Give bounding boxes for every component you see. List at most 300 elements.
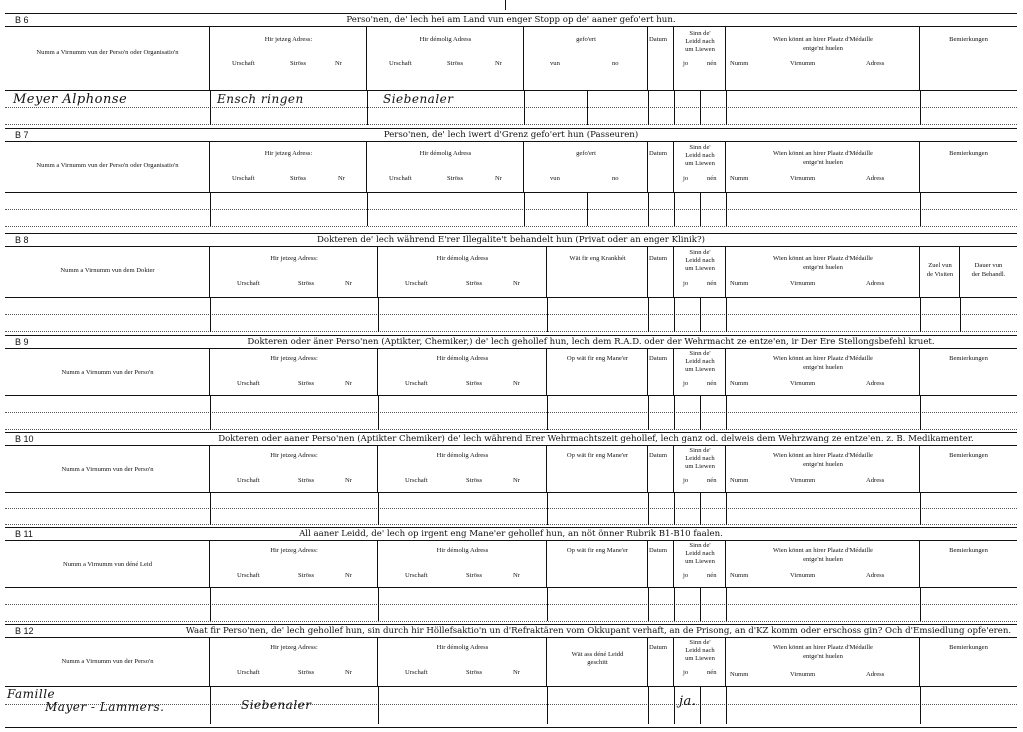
header-name: Numm a Virnumm vun der Perso'n <box>61 466 154 473</box>
header-wien-numm: Numm <box>730 60 749 67</box>
header-datum: Datum <box>649 644 667 651</box>
col-name <box>5 349 210 395</box>
header-wien-adress: Adress <box>866 175 885 182</box>
header-gefoert: gefo'ert <box>576 36 596 43</box>
col-datum <box>648 446 674 492</box>
grid-line <box>210 192 211 226</box>
header-stross: Ströss <box>466 477 483 484</box>
grid-line <box>920 686 921 724</box>
section-header <box>5 349 1017 396</box>
grid-line <box>700 297 701 332</box>
header-wien-1: Wien könnt an hirer Plaatz d'Médaille <box>773 547 873 554</box>
col-medaille <box>726 638 920 686</box>
entry-row <box>5 192 1017 210</box>
header-wien-numm: Numm <box>730 477 749 484</box>
header-urschaft: Urschaft <box>389 175 412 182</box>
section-header <box>5 27 1017 91</box>
col-maneer <box>547 446 648 492</box>
header-datum: Datum <box>649 452 667 459</box>
section-header <box>5 638 1017 687</box>
header-jo: jo <box>683 477 689 484</box>
header-wien-adress: Adress <box>866 671 885 678</box>
header-urschaft: Urschaft <box>237 280 260 287</box>
header-sinn-3: um Liewen <box>685 160 715 167</box>
header-sinn-2: Leidd nach <box>685 152 715 159</box>
col-gefoert <box>524 142 648 192</box>
col-current-address <box>210 247 378 297</box>
header-jo: jo <box>683 60 689 67</box>
header-name: Numm a Virnumm vun dem Dokter <box>60 267 155 274</box>
header-sinn-1: Sinn de' <box>689 144 711 151</box>
grid-line <box>547 297 548 332</box>
header-wien-2: entge'nt huelen <box>803 159 843 166</box>
entry-row <box>5 209 1017 227</box>
header-vun: vun <box>550 60 560 67</box>
header-nr: Nr <box>495 60 502 67</box>
grid-line <box>920 297 921 332</box>
header-bemierkungen: Bemierkungen <box>949 452 988 459</box>
col-medaille <box>726 446 920 492</box>
col-maneer <box>547 349 648 395</box>
grid-line <box>920 587 921 621</box>
section-b9 <box>5 335 1017 430</box>
section-body <box>5 492 1017 525</box>
header-urschaft: Urschaft <box>232 175 255 182</box>
handwritten-jo: ja. <box>679 694 697 709</box>
section-code: B 11 <box>15 529 33 539</box>
col-sinn <box>674 349 726 395</box>
header-nen: nén <box>707 669 717 676</box>
header-wien-2: entge'nt huelen <box>803 653 843 660</box>
header-nr: Nr <box>495 175 502 182</box>
header-nr: Nr <box>513 572 520 579</box>
grid-line <box>726 192 727 226</box>
grid-line <box>700 395 701 430</box>
section-title-bar <box>5 624 1017 638</box>
entry-row <box>5 297 1017 315</box>
grid-line <box>648 90 649 125</box>
col-medaille <box>726 541 920 587</box>
header-name: Numm a Virnumm vun der Perso'n <box>61 369 154 376</box>
header-wien-virnumm: Virnumm <box>790 380 816 387</box>
header-wien-2: entge'nt huelen <box>803 461 843 468</box>
col-datum <box>648 247 674 297</box>
header-nr: Nr <box>513 280 520 287</box>
header-stross: Ströss <box>466 572 483 579</box>
grid-line <box>726 297 727 332</box>
header-current-address: Hir jetzeg Adress: <box>264 150 313 157</box>
header-urschaft: Urschaft <box>237 669 260 676</box>
header-nr: Nr <box>338 175 345 182</box>
section-title: All aaner Leidd, de' lech op irgent eng Mane'er gehollef hun, an nöt önner Rubrik B1-B10 faalen. <box>299 529 723 539</box>
header-sinn-3: um Liewen <box>685 265 715 272</box>
section-title-bar <box>5 527 1017 541</box>
header-urschaft: Urschaft <box>405 380 428 387</box>
col-former-address <box>378 349 547 395</box>
header-wien-2: entge'nt huelen <box>803 364 843 371</box>
col-bemierkungen <box>920 27 1017 90</box>
section-header <box>5 541 1017 588</box>
header-wien-1: Wien könnt an hirer Plaatz d'Médaille <box>773 36 873 43</box>
header-nen: nén <box>707 280 717 287</box>
header-sinn-3: um Liewen <box>685 655 715 662</box>
header-nr: Nr <box>335 60 342 67</box>
header-jo: jo <box>683 380 689 387</box>
header-wien-numm: Numm <box>730 380 749 387</box>
col-former-address <box>378 541 547 587</box>
header-stross: Ströss <box>447 175 464 182</box>
section-code: B 12 <box>15 626 34 636</box>
handwritten-name-line-2: Mayer - Lammers. <box>45 700 165 714</box>
entry-row <box>5 412 1017 430</box>
header-urschaft: Urschaft <box>405 669 428 676</box>
header-datum: Datum <box>649 150 667 157</box>
section-body <box>5 90 1017 125</box>
section-code: B 6 <box>15 15 29 25</box>
header-wien-numm: Numm <box>730 175 749 182</box>
header-bemierkungen: Bemierkungen <box>949 355 988 362</box>
grid-line <box>920 492 921 525</box>
header-urschaft: Urschaft <box>237 572 260 579</box>
header-name: Numm a Virnumm vun der Perso'n oder Organisatio'n <box>36 49 179 56</box>
header-urschaft: Urschaft <box>237 380 260 387</box>
col-wat-ass <box>547 638 648 686</box>
header-stross: Ströss <box>298 477 315 484</box>
section-code: B 10 <box>15 434 34 444</box>
header-maneer: Op wät fir eng Mane'er <box>566 452 629 459</box>
col-sinn <box>674 142 726 192</box>
header-maneer: Op wät fir eng Mane'er <box>566 547 629 554</box>
header-sinn-3: um Liewen <box>685 558 715 565</box>
grid-line <box>378 395 379 430</box>
header-wien-1: Wien könnt an hirer Plaatz d'Médaille <box>773 452 873 459</box>
grid-line <box>378 297 379 332</box>
col-bemierkungen <box>920 349 1017 395</box>
header-wien-2: entge'nt huelen <box>803 556 843 563</box>
section-header <box>5 142 1017 193</box>
header-stross: Ströss <box>298 572 315 579</box>
header-maneer: Op wät fir eng Mane'er <box>566 355 629 362</box>
section-title: Dokteren oder aaner Perso'nen (Aptikter Chemiker) de' lech während Erer Wehrmachtszeit gehollef, lech ganz od. delweis dem Wehrzwang ze entze'en. z. B. Medikamenter. <box>218 434 974 444</box>
header-krankhet: Wät fir eng Krankhét <box>569 255 626 262</box>
entry-row <box>5 587 1017 605</box>
header-sinn-3: um Liewen <box>685 366 715 373</box>
section-header <box>5 247 1017 298</box>
col-current-address <box>210 27 367 90</box>
header-urschaft: Urschaft <box>237 477 260 484</box>
grid-line <box>700 192 701 226</box>
header-sinn-1: Sinn de' <box>689 639 711 646</box>
header-wien-adress: Adress <box>866 477 885 484</box>
col-datum <box>648 27 674 90</box>
section-header <box>5 446 1017 493</box>
col-bemierkungen <box>920 541 1017 587</box>
header-datum: Datum <box>649 255 667 262</box>
section-title-bar <box>5 432 1017 446</box>
grid-line <box>587 192 588 226</box>
col-sinn <box>674 638 726 686</box>
header-wien-numm: Numm <box>730 572 749 579</box>
grid-line <box>547 686 548 724</box>
header-wien-virnumm: Virnumm <box>790 477 816 484</box>
grid-line <box>648 587 649 621</box>
header-nr: Nr <box>513 380 520 387</box>
header-sinn-2: Leidd nach <box>685 38 715 45</box>
header-name: Numm a Virnumm vun der Perso'n <box>61 658 154 665</box>
col-dauer <box>960 247 1017 297</box>
header-bemierkungen: Bemierkungen <box>949 644 988 651</box>
col-name <box>5 446 210 492</box>
grid-line <box>378 587 379 621</box>
section-title: Dokteren oder äner Perso'nen (Aptikter, Chemiker,) de' lech gehollef hun, lech dem R.A.D. oder der Wehrmacht ze entze'en, ir Der Ere Stellongsbefehl kruet. <box>247 337 935 347</box>
header-nen: nén <box>707 175 717 182</box>
header-current-address: Hir jetzeg Adress: <box>270 355 318 362</box>
header-former-address: Hir démolig Adress <box>436 644 489 651</box>
header-zuel-2: de Visiten <box>926 271 954 278</box>
col-medaille <box>726 349 920 395</box>
section-body <box>5 297 1017 332</box>
header-stross: Ströss <box>298 280 315 287</box>
col-sinn <box>674 446 726 492</box>
col-former-address <box>378 446 547 492</box>
grid-line <box>524 192 525 226</box>
grid-line <box>726 492 727 525</box>
col-former-address <box>367 142 524 192</box>
handwritten-current-place: Ensch ringen <box>217 92 304 106</box>
header-wien-1: Wien könnt an hirer Plaatz d'Médaille <box>773 355 873 362</box>
header-bemierkungen: Bemierkungen <box>949 150 988 157</box>
section-b7 <box>5 128 1017 226</box>
top-tick-mark <box>505 0 506 10</box>
grid-line <box>210 587 211 621</box>
grid-line <box>674 492 675 525</box>
header-former-address: Hir démolig Adress <box>436 452 489 459</box>
header-name: Numm a Virnumm vun déné Leid <box>62 561 153 568</box>
grid-line <box>210 90 211 125</box>
header-sinn-2: Leidd nach <box>685 550 715 557</box>
header-datum: Datum <box>649 547 667 554</box>
header-stross: Ströss <box>466 280 483 287</box>
handwritten-name-line-1: Famille <box>7 687 56 701</box>
header-nen: nén <box>707 572 717 579</box>
grid-line <box>674 90 675 125</box>
header-wat-ass-1: Wät ass déné Leidd <box>571 651 624 658</box>
header-name: Numm a Virnumm vun der Perso'n oder Organisatio'n <box>36 162 179 169</box>
grid-line <box>674 395 675 430</box>
grid-line <box>726 686 727 724</box>
grid-line <box>726 395 727 430</box>
grid-line <box>674 192 675 226</box>
header-jo: jo <box>683 280 689 287</box>
header-sinn-2: Leidd nach <box>685 358 715 365</box>
grid-line <box>674 297 675 332</box>
header-zuel-1: Zuel vun <box>928 262 952 269</box>
grid-line <box>367 192 368 226</box>
col-medaille <box>726 247 920 297</box>
grid-line <box>648 686 649 724</box>
section-title-bar <box>5 13 1017 27</box>
section-body <box>5 395 1017 430</box>
col-name <box>5 142 210 192</box>
section-b8 <box>5 233 1017 332</box>
header-nr: Nr <box>345 280 352 287</box>
header-sinn-1: Sinn de' <box>689 447 711 454</box>
header-wien-1: Wien könnt an hirer Plaatz d'Médaille <box>773 644 873 651</box>
header-sinn-2: Leidd nach <box>685 257 715 264</box>
header-current-address: Hir jetzeg Adress: <box>264 36 313 43</box>
header-sinn-2: Leidd nach <box>685 455 715 462</box>
header-sinn-3: um Liewen <box>685 46 715 53</box>
grid-line <box>674 686 675 724</box>
section-title-bar <box>5 335 1017 349</box>
header-sinn-1: Sinn de' <box>689 542 711 549</box>
header-nr: Nr <box>345 477 352 484</box>
header-stross: Ströss <box>290 175 307 182</box>
header-sinn-3: um Liewen <box>685 463 715 470</box>
section-title-bar <box>5 233 1017 247</box>
col-current-address <box>210 638 378 686</box>
header-nr: Nr <box>513 477 520 484</box>
header-jo: jo <box>683 572 689 579</box>
header-datum: Datum <box>649 355 667 362</box>
col-zuel <box>920 247 960 297</box>
header-nen: nén <box>707 380 717 387</box>
grid-line <box>726 587 727 621</box>
header-wien-virnumm: Virnumm <box>790 175 816 182</box>
col-sinn <box>674 541 726 587</box>
header-current-address: Hir jetzeg Adress: <box>270 644 318 651</box>
col-former-address <box>367 27 524 90</box>
header-stross: Ströss <box>447 60 464 67</box>
bottom-border <box>5 727 1017 728</box>
col-name <box>5 247 210 297</box>
header-gefoert: gefo'ert <box>576 150 596 157</box>
section-title: Perso'nen, de' lech hei am Land vun enger Stopp op de' aaner gefo'ert hun. <box>346 15 676 25</box>
section-title: Dokteren de' lech während E'rer Illegalite't behandelt hun (Privat oder an enger Klinik?) <box>317 235 705 245</box>
header-wien-numm: Numm <box>730 280 749 287</box>
header-wien-virnumm: Virnumm <box>790 572 816 579</box>
header-jo: jo <box>683 669 689 676</box>
grid-line <box>210 492 211 525</box>
section-title: Perso'nen, de' lech iwert d'Grenz gefo'ert hun (Passeuren) <box>383 130 639 140</box>
header-wien-numm: Numm <box>730 671 749 678</box>
col-sinn <box>674 27 726 90</box>
col-datum <box>648 349 674 395</box>
grid-line <box>920 395 921 430</box>
header-wien-2: entge'nt huelen <box>803 264 843 271</box>
header-wien-adress: Adress <box>866 380 885 387</box>
header-wien-adress: Adress <box>866 60 885 67</box>
header-former-address: Hir démolig Adress <box>436 547 489 554</box>
grid-line <box>700 492 701 525</box>
section-body <box>5 192 1017 226</box>
header-former-address: Hir démolig Adress <box>419 36 472 43</box>
header-wien-adress: Adress <box>866 280 885 287</box>
header-wien-virnumm: Virnumm <box>790 280 816 287</box>
header-stross: Ströss <box>298 380 315 387</box>
col-name <box>5 638 210 686</box>
grid-line <box>524 90 525 125</box>
col-datum <box>648 638 674 686</box>
grid-line <box>547 587 548 621</box>
col-bemierkungen <box>920 142 1017 192</box>
header-wien-1: Wien könnt an hirer Plaatz d'Médaille <box>773 150 873 157</box>
header-former-address: Hir démolig Adress <box>419 150 472 157</box>
grid-line <box>210 395 211 430</box>
section-b10 <box>5 432 1017 525</box>
grid-line <box>648 492 649 525</box>
section-title-bar <box>5 128 1017 142</box>
grid-line <box>700 90 701 125</box>
header-urschaft: Urschaft <box>389 60 412 67</box>
entry-row <box>5 508 1017 525</box>
col-name <box>5 541 210 587</box>
grid-line <box>920 192 921 226</box>
grid-line <box>378 492 379 525</box>
col-sinn <box>674 247 726 297</box>
section-code: B 7 <box>15 130 29 140</box>
grid-line <box>960 297 961 332</box>
col-datum <box>648 142 674 192</box>
header-wien-virnumm: Virnumm <box>790 671 816 678</box>
header-current-address: Hir jetzeg Adress: <box>270 255 318 262</box>
section-b11 <box>5 527 1017 621</box>
grid-line <box>674 587 675 621</box>
entry-row <box>5 90 1017 108</box>
entry-row <box>5 314 1017 332</box>
header-urschaft: Urschaft <box>232 60 255 67</box>
handwritten-former-place: Siebenaler <box>383 92 454 106</box>
entry-row <box>5 492 1017 509</box>
header-dauer-1: Dauer vun <box>974 262 1003 269</box>
col-gefoert <box>524 27 648 90</box>
col-medaille <box>726 27 920 90</box>
grid-line <box>648 395 649 430</box>
header-former-address: Hir démolig Adress <box>436 355 489 362</box>
header-nr: Nr <box>345 572 352 579</box>
grid-line <box>700 686 701 724</box>
grid-line <box>378 686 379 724</box>
header-wien-virnumm: Virnumm <box>790 60 816 67</box>
header-stross: Ströss <box>466 669 483 676</box>
col-former-address <box>378 638 547 686</box>
col-bemierkungen <box>920 638 1017 686</box>
grid-line <box>920 90 921 125</box>
header-no: no <box>612 60 619 67</box>
header-urschaft: Urschaft <box>405 572 428 579</box>
col-current-address <box>210 446 378 492</box>
section-title: Waat fir Perso'nen, de' lech gehollef hun, sin durch hir Höllefsaktio'n un d'Refraktären vom Okkupant verhaft, an de Prisong, an d'KZ komm oder erschoss gin? Och d'Emsiedlung opfe'eren. <box>185 626 1012 636</box>
header-wat-ass-2: geschitt <box>587 659 608 666</box>
header-urschaft: Urschaft <box>405 477 428 484</box>
grid-line <box>648 297 649 332</box>
header-stross: Ströss <box>290 60 307 67</box>
header-nr: Nr <box>345 669 352 676</box>
entry-row <box>5 395 1017 413</box>
header-sinn-2: Leidd nach <box>685 647 715 654</box>
grid-line <box>210 297 211 332</box>
header-urschaft: Urschaft <box>405 280 428 287</box>
grid-line <box>648 192 649 226</box>
header-bemierkungen: Bemierkungen <box>949 547 988 554</box>
col-current-address <box>210 142 367 192</box>
section-code: B 9 <box>15 337 29 347</box>
entry-row <box>5 107 1017 125</box>
header-sinn-1: Sinn de' <box>689 30 711 37</box>
header-current-address: Hir jetzeg Adress: <box>270 452 318 459</box>
col-former-address <box>378 247 547 297</box>
grid-line <box>367 90 368 125</box>
